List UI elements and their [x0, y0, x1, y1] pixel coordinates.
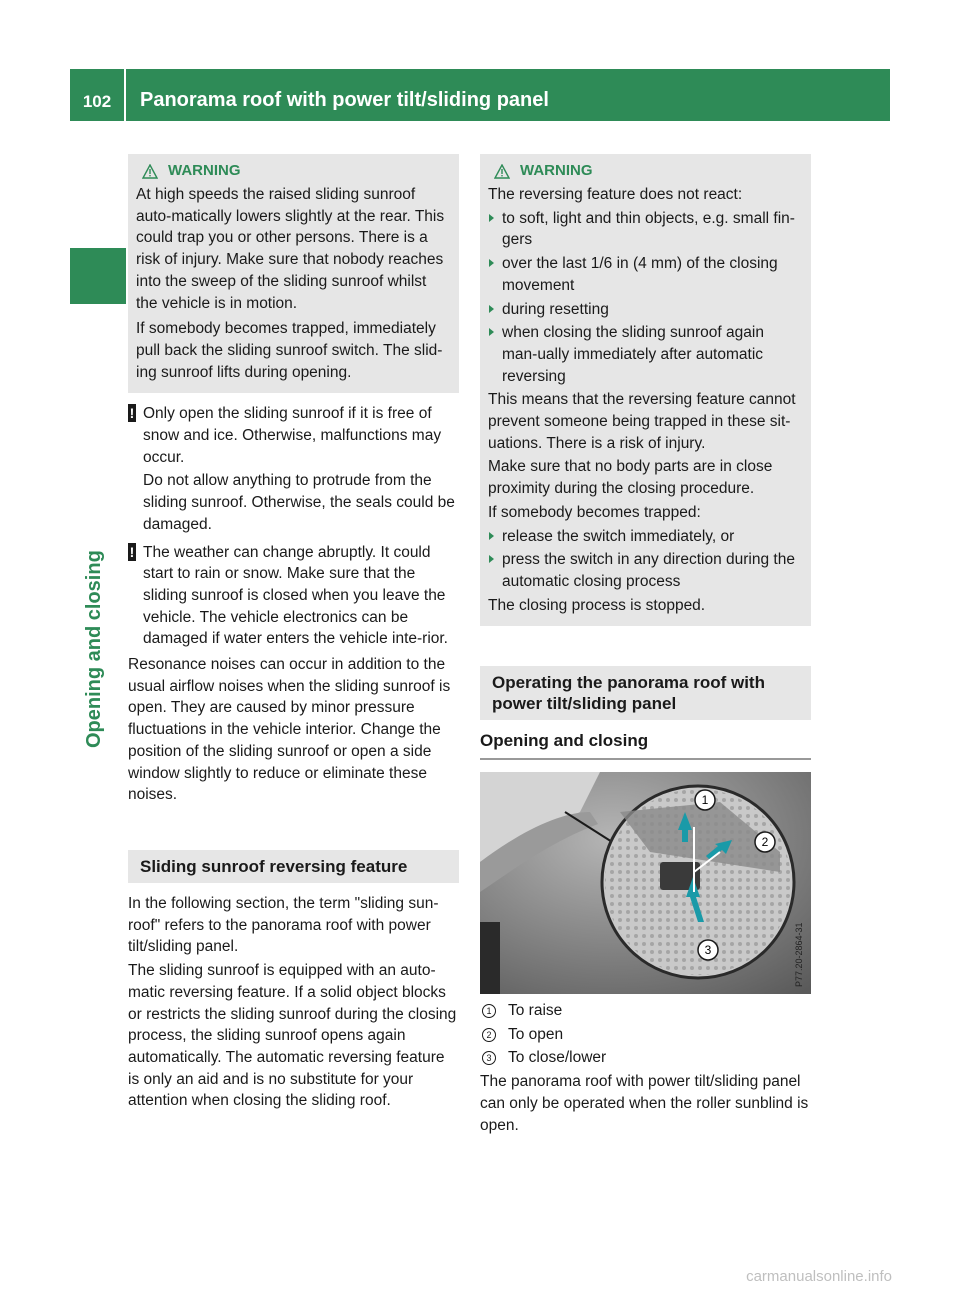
warning-paragraph: At high speeds the raised sliding sunroof auto-matically lowers slightly at the rear. This could trap you or other persons. There is a risk of injury. Make sure that nobody reaches into the sweep of the sliding sunroof whilst the vehicle is in motion. [136, 186, 445, 312]
warning-paragraph: The closing process is stopped. [488, 596, 706, 614]
note-exclamation-icon: ! [129, 405, 135, 422]
note-subtext: Do not allow anything to protrude from the sliding sunroof. Otherwise, the seals could be damaged. [143, 472, 455, 533]
legend-number: 2 [482, 1028, 496, 1042]
note-exclamation-icon: ! [129, 543, 135, 560]
warning-bullet: over the last 1/6 in (4 mm) of the closing movement [488, 253, 803, 296]
page-number: 102 [70, 69, 126, 121]
note-text: The weather can change abruptly. It could start to rain or snow. Make sure that the sliding sunroof is closed when you leave the vehicle. The vehicle electronics can be damaged if water enters the vehicle inte-rior. [143, 543, 448, 648]
legend-text: To raise [508, 1002, 563, 1020]
figure-legend [480, 1000, 811, 1069]
page-title: Panorama roof with power tilt/sliding panel [140, 88, 549, 111]
body-paragraph: In the following section, the term "sliding sun-roof" refers to the panorama roof with power tilt/sliding panel. [128, 894, 439, 956]
legend-item [480, 1000, 811, 1022]
roof-control-photo [480, 772, 811, 994]
left-column [128, 154, 459, 1114]
warning-paragraph: This means that the reversing feature cannot prevent someone being trapped in these sit-uations. There is a risk of injury. [488, 391, 796, 452]
body-paragraph: The sliding sunroof is equipped with an auto-matic reversing feature. If a solid object blocks or restricts the sliding sunroof during the closing process, the sliding sunroof opens again automatically. The automatic reversing feature is only an aid and is no substitute for your attention when closing the sliding roof. [128, 962, 457, 1110]
subheading: Opening and closing [480, 730, 811, 760]
note-item [128, 403, 459, 535]
warning-paragraph: If somebody becomes trapped, immediately pull back the sliding sunroof switch. The slid-ing sunroof lifts during opening. [136, 320, 443, 381]
legend-text: To open [508, 1025, 564, 1043]
callout-2: 2 [761, 835, 769, 850]
warning-box-left [128, 154, 459, 393]
callout-3: 3 [704, 943, 712, 958]
warning-bullet: when closing the sliding sunroof again man-ually immediately after automatic reversing [488, 322, 803, 387]
legend-number: 1 [482, 1004, 496, 1018]
right-column [480, 154, 811, 1138]
resonance-paragraph: Resonance noises can occur in addition to the usual airflow noises when the sliding sunroof is open. They are caused by minor pressure fluctuations in the vehicle interior. Change the position of the sliding sunroof or open a side window slightly to reduce or eliminate these noises. [128, 656, 451, 804]
figure-code: P77.20-2864-31 [794, 922, 804, 988]
warning-label: WARNING [520, 162, 593, 180]
warning-bullet: release the switch immediately, or [488, 526, 803, 548]
section-label-text: Opening and closing [83, 550, 105, 748]
warning-intro: The reversing feature does not react: [488, 186, 743, 203]
section-heading: Sliding sunroof reversing feature [128, 850, 459, 883]
warning-bullet: to soft, light and thin objects, e.g. small fin-gers [488, 208, 803, 251]
warning-triangle-icon [494, 164, 510, 179]
warning-triangle-icon [142, 164, 158, 179]
warning-box-right [480, 154, 811, 626]
warning-label: WARNING [168, 162, 241, 180]
legend-text: To close/lower [508, 1049, 607, 1067]
warning-paragraph: Make sure that no body parts are in close proximity during the closing procedure. [488, 458, 773, 498]
legend-item [480, 1024, 811, 1046]
legend-number: 3 [482, 1051, 496, 1065]
header-bar [70, 69, 890, 121]
note-item [128, 542, 459, 651]
warning-paragraph: If somebody becomes trapped: [488, 503, 701, 521]
legend-item [480, 1047, 811, 1069]
callout-1: 1 [701, 793, 709, 808]
warning-heading [494, 158, 803, 184]
warning-bullet: press the switch in any direction during the automatic closing process [488, 549, 803, 592]
section-marker [70, 248, 126, 304]
roof-control-illustration [480, 772, 811, 994]
section-heading: Operating the panorama roof with power tilt/sliding panel [480, 666, 811, 720]
note-text: Only open the sliding sunroof if it is free of snow and ice. Otherwise, malfunctions may occur. [143, 405, 442, 466]
footer-watermark: carmanualsonline.info [746, 1268, 892, 1285]
warning-heading [142, 158, 451, 184]
warning-bullet: during resetting [488, 299, 803, 321]
closing-paragraph: The panorama roof with power tilt/sliding panel can only be operated when the roller sunblind is open. [480, 1073, 809, 1134]
